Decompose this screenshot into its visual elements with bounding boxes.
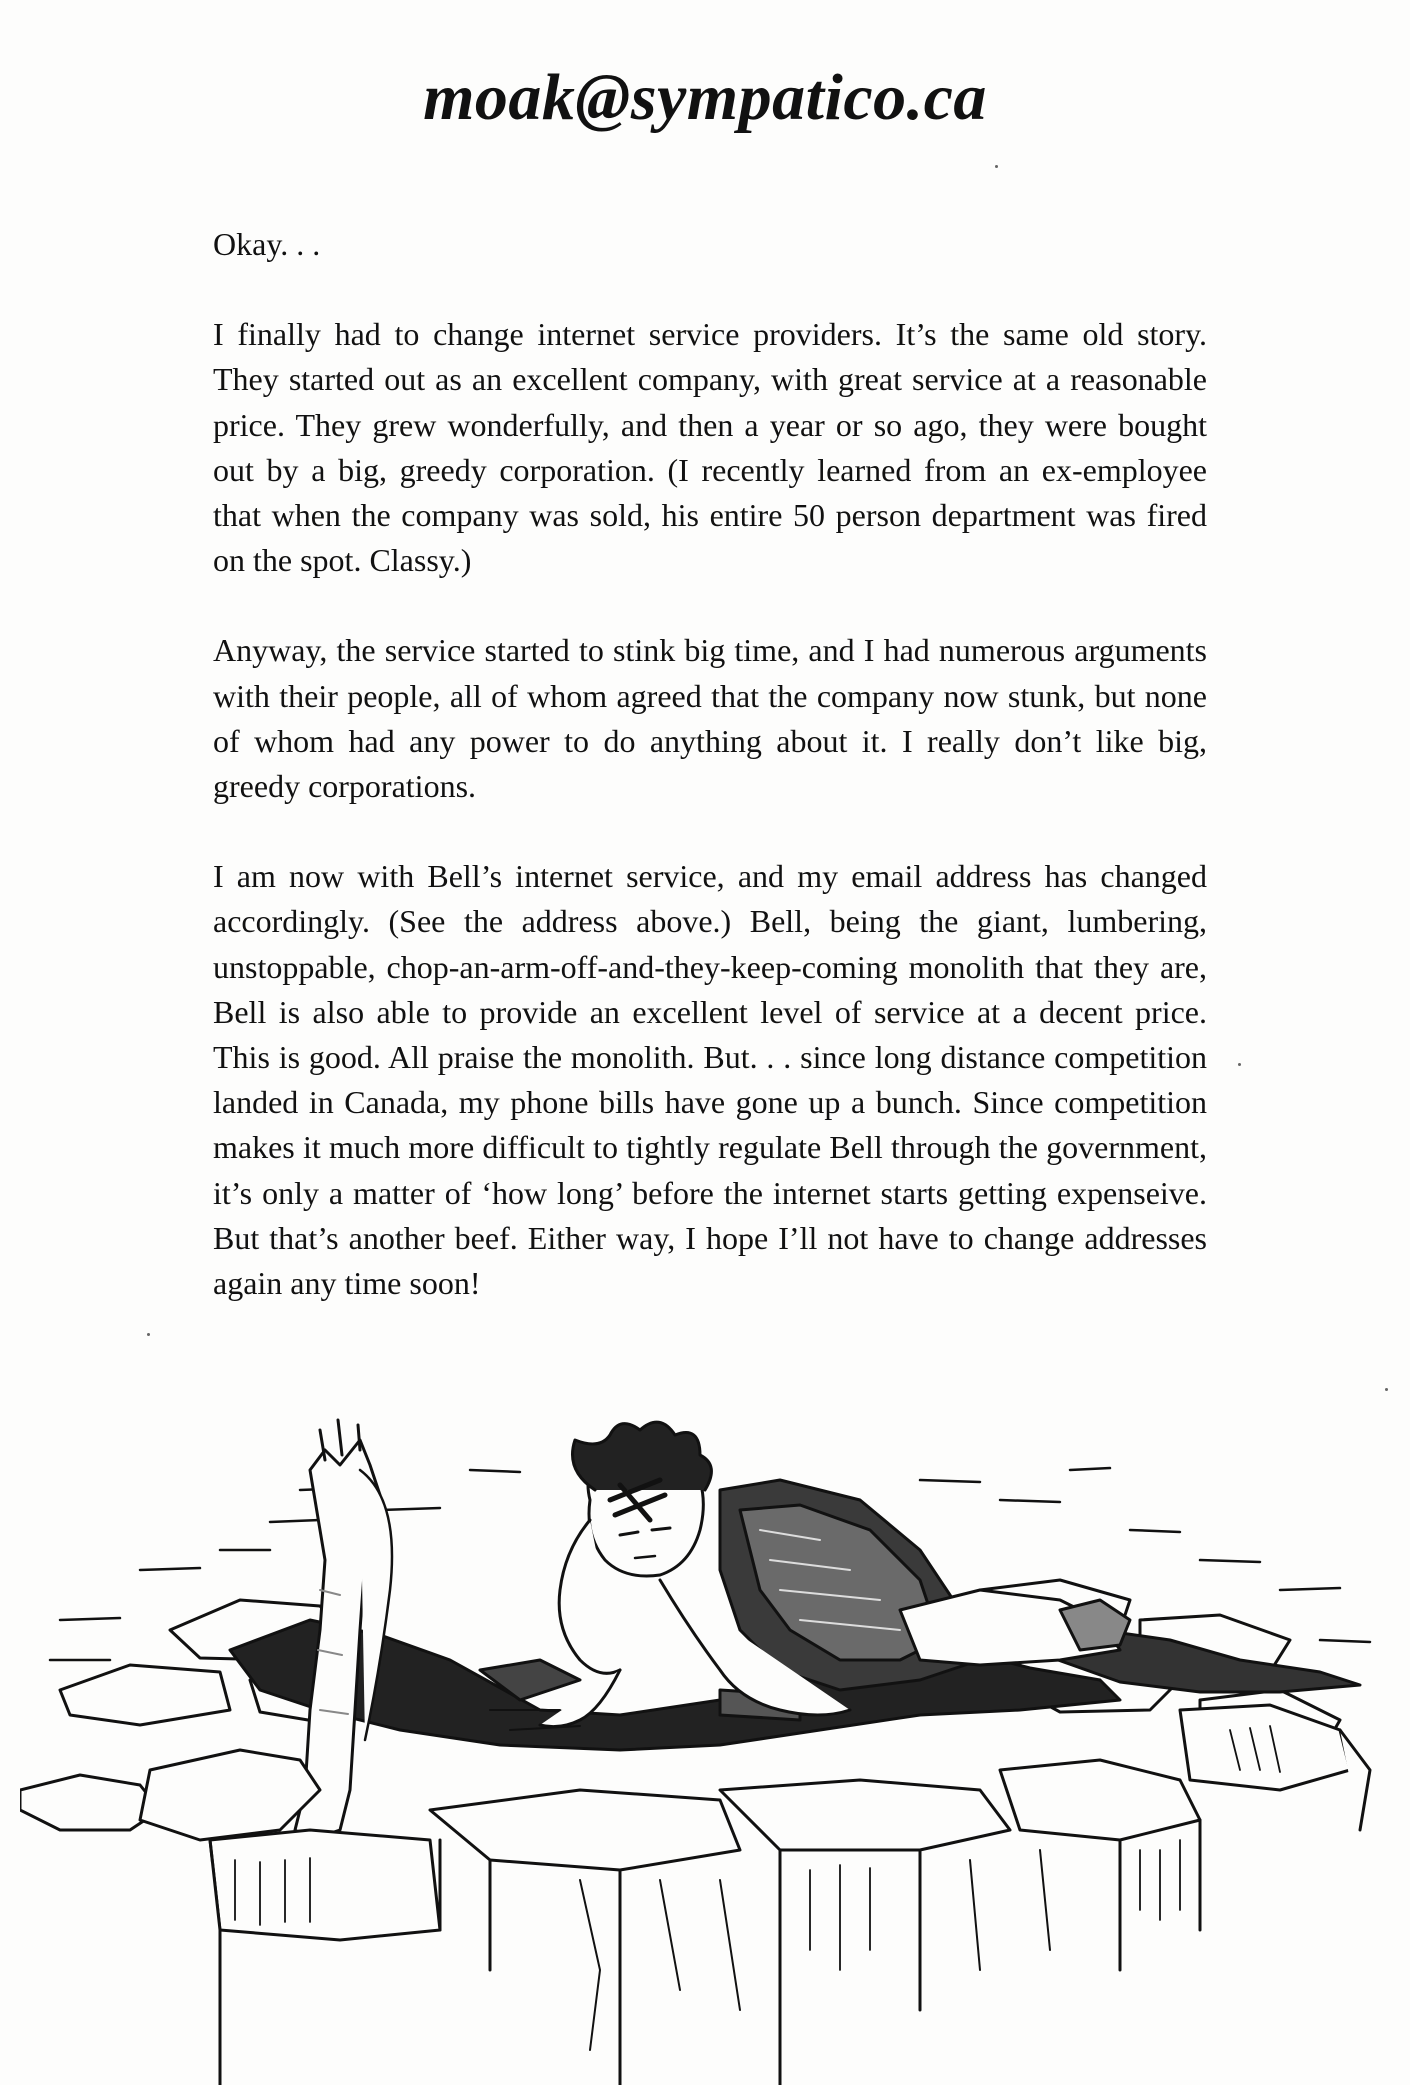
paper-speck xyxy=(995,165,998,168)
crawling-character-illustration xyxy=(20,1410,1390,2085)
paper-speck xyxy=(1238,1063,1241,1066)
isp-change-paragraph: I finally had to change internet service providers. It’s the same old story. They started out as an excellent company, with great service at a reasonable price. They grew wonderfully, and then a year or so ago, they were bought out by a big, greedy corporation. (I recently learned from an ex-employee that when the company was sold, his entire 50 person department was fired on the spot. Classy.) xyxy=(213,316,1207,579)
letter-body xyxy=(213,222,1207,1351)
paper-speck xyxy=(147,1333,150,1336)
bell-service-paragraph: I am now with Bell’s internet service, and my email address has changed accordingly. (See the address above.) Bell, being the giant, lumbering, unstoppable, chop-an-arm-off-and-they-keep-coming monolith that they are, Bell is also able to provide an excellent level of service at a decent price. This is good. All praise the monolith. But. . . since long distance competition landed in Canada, my phone bills have gone up a bunch. Since competition makes it much more difficult to tightly regulate Bell through the government, it’s only a matter of ‘how long’ before the internet starts getting expenseive. But that’s another beef. Either way, I hope I’ll not have to change addresses again any time soon! xyxy=(213,858,1207,1302)
service-complaint-paragraph: Anyway, the service started to stink big time, and I had numerous arguments with their people, all of whom agreed that the company now stunk, but none of whom had any power to do anything about it. I really don’t like big, greedy corporations. xyxy=(213,632,1207,805)
greeting-paragraph: Okay. . . xyxy=(213,226,321,262)
deep-crack-lines xyxy=(580,1850,1050,2050)
paper-speck xyxy=(1385,1388,1388,1391)
foreground-stones xyxy=(20,1705,1370,2085)
email-title: moak@sympatico.ca xyxy=(423,61,987,134)
